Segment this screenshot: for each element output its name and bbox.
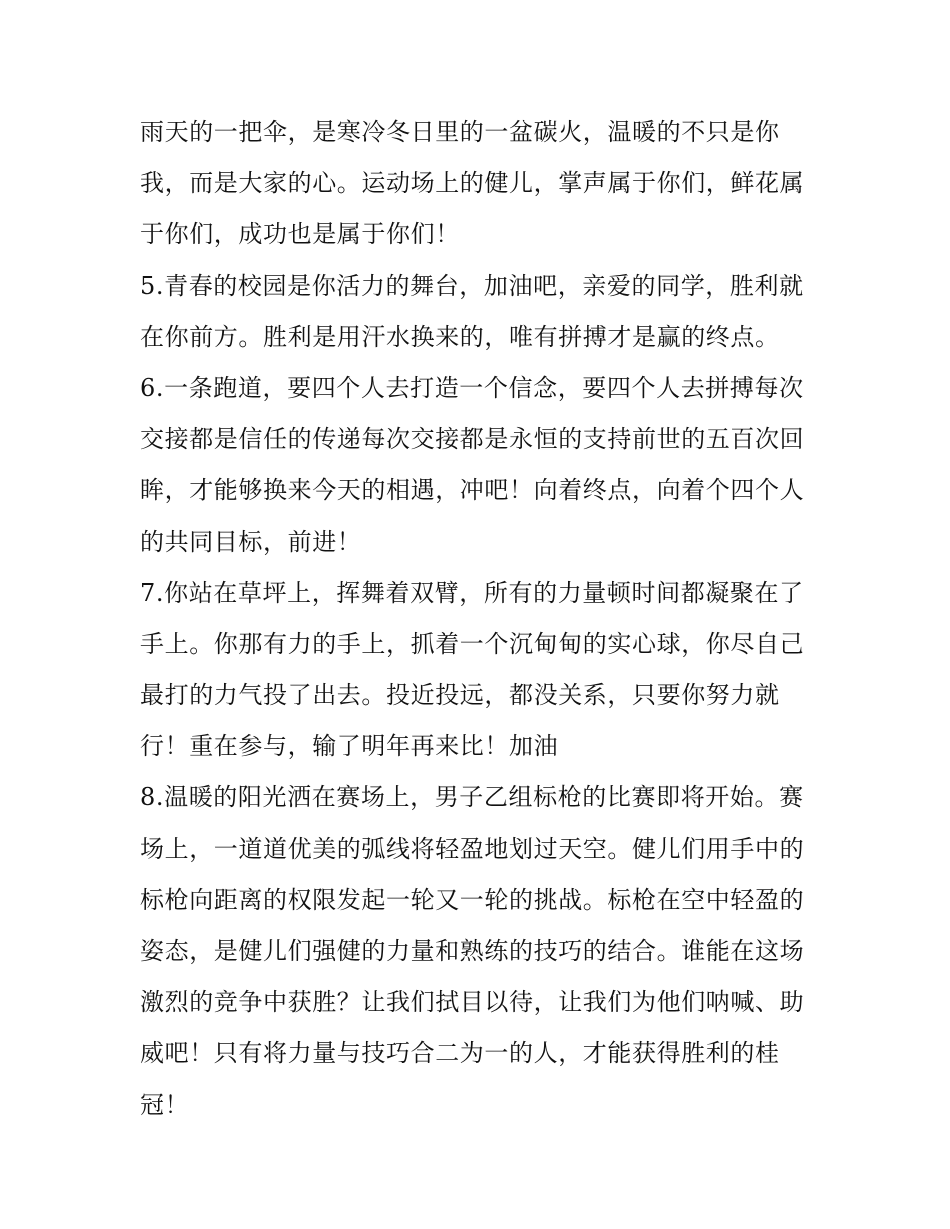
text-line: 行！重在参与，输了明年再来比！加油 (140, 732, 559, 761)
text-line: 威吧！只有将力量与技巧合二为一的人，才能获得胜利的桂 (140, 1039, 780, 1068)
text-line: 姿态，是健儿们强健的力量和熟练的技巧的结合。谁能在这场 (140, 937, 805, 965)
text-line: 的共同目标，前进！ (140, 527, 362, 556)
body-text (140, 107, 820, 1131)
text-line: 于你们，成功也是属于你们！ (140, 220, 460, 249)
text-line: 最打的力气投了出去。投近投远，都没关系，只要你努力就 (140, 681, 780, 710)
text-line: 6.一条跑道，要四个人去打造一个信念，要四个人去拼搏每次 (140, 373, 804, 402)
text-line: 8.温暖的阳光洒在赛场上，男子乙组标枪的比赛即将开始。赛 (140, 783, 804, 812)
text-line: 5.青春的校园是你活力的舞台，加油吧，亲爱的同学，胜利就 (140, 271, 804, 300)
text-line: 场上，一道道优美的弧线将轻盈地划过天空。健儿们用手中的 (140, 834, 805, 863)
text-line: 交接都是信任的传递每次交接都是永恒的支持前世的五百次回 (140, 425, 805, 454)
text-line: 标枪向距离的权限发起一轮又一轮的挑战。标枪在空中轻盈的 (140, 885, 805, 914)
text-line: 雨天的一把伞，是寒冷冬日里的一盆碳火，温暖的不只是你 (140, 118, 780, 146)
text-line: 激烈的竞争中获胜？让我们拭目以待，让我们为他们呐喊、助 (140, 988, 805, 1017)
text-line: 手上。你那有力的手上，抓着一个沉甸甸的实心球，你尽自己 (140, 629, 805, 658)
text-line: 我，而是大家的心。运动场上的健儿，掌声属于你们，鲜花属 (140, 169, 805, 198)
text-line: 7.你站在草坪上，挥舞着双臂，所有的力量顿时间都凝聚在了 (140, 578, 804, 607)
text-line: 在你前方。胜利是用汗水换来的，唯有拼搏才是赢的终点。 (140, 322, 780, 351)
text-line: 眸，才能够换来今天的相遇，冲吧！向着终点，向着个四个人 (140, 476, 805, 505)
text-line: 冠！ (140, 1090, 190, 1119)
